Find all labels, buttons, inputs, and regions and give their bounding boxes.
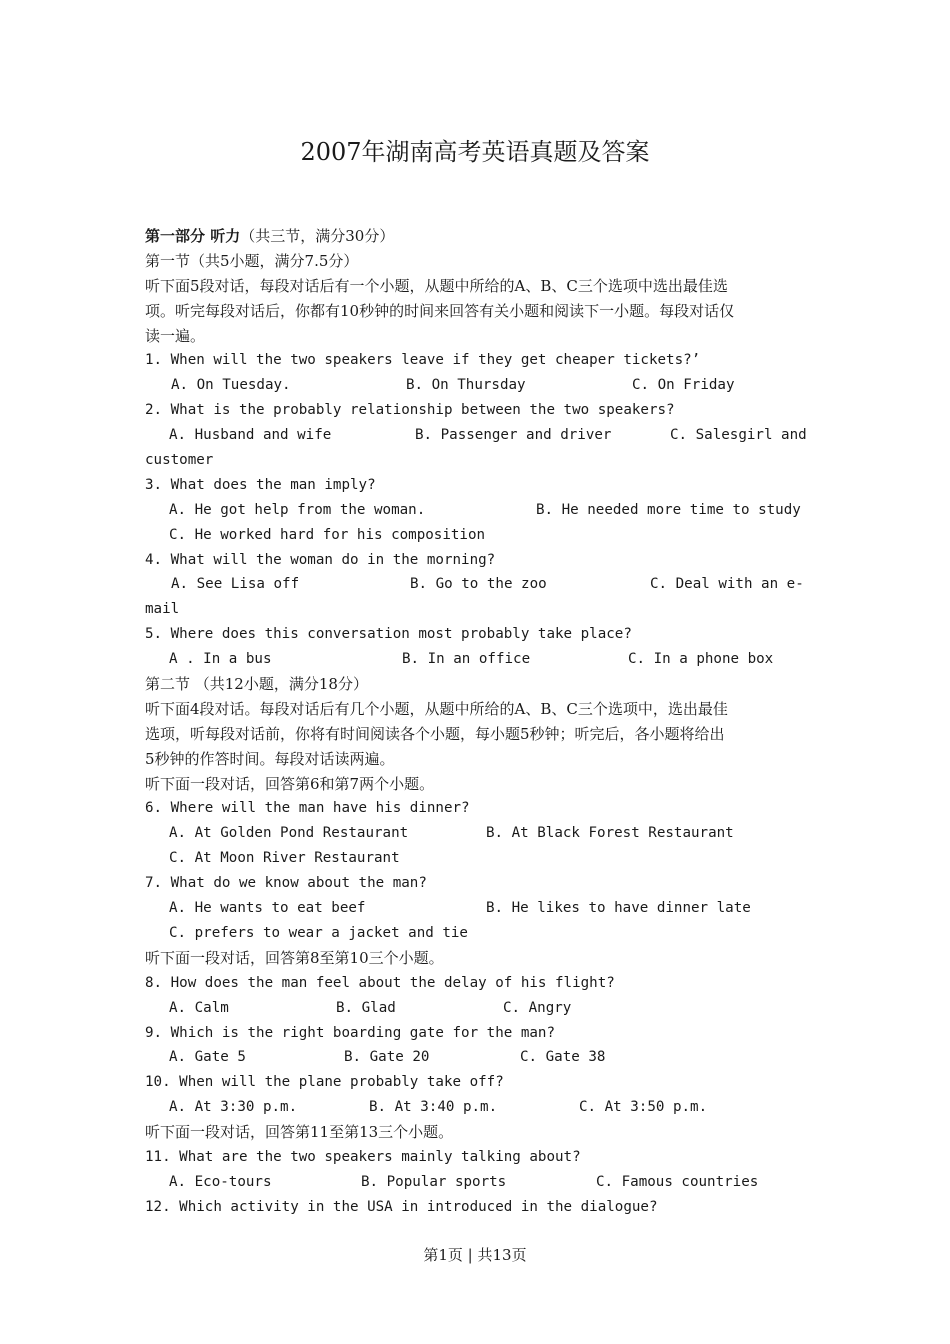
option-b: B. In an office	[402, 651, 531, 668]
question-3: 3. What does the man imply?	[145, 476, 376, 493]
question-2-option-continuation: customer	[145, 452, 214, 469]
question-9: 9. Which is the right boarding gate for the man?	[145, 1024, 555, 1041]
option-b: B. Glad	[336, 999, 396, 1016]
option-b: B. At Black Forest Restaurant	[486, 825, 734, 842]
option-c: C. Gate 38	[520, 1049, 606, 1066]
exam-content	[145, 224, 807, 1220]
option-b: B. He likes to have dinner late	[486, 900, 751, 917]
question-3-options	[145, 498, 807, 523]
section1-instruction-line: 项。听完每段对话后，你都有10秒钟的时间来回答有关小题和阅读下一小题。每段对话仅	[145, 301, 735, 320]
option-c: C. Angry	[503, 999, 572, 1016]
question-5: 5. Where does this conversation most probably take place?	[145, 626, 632, 643]
question-10-options	[145, 1095, 807, 1120]
question-12: 12. Which activity in the USA in introduced in the dialogue?	[145, 1198, 658, 1215]
question-4: 4. What will the woman do in the morning?	[145, 551, 496, 568]
question-4-option-continuation: mail	[145, 601, 180, 618]
question-7-options	[145, 896, 807, 921]
option-c: C. In a phone box	[628, 651, 774, 668]
dialogue-instruction: 听下面一段对话，回答第6和第7两个小题。	[145, 774, 435, 793]
question-7-option-c: C. prefers to wear a jacket and tie	[169, 924, 468, 941]
section1-instruction-line: 读一遍。	[145, 326, 206, 345]
page-title: 2007年湖南高考英语真题及答案	[300, 138, 650, 166]
part1-heading	[145, 224, 807, 249]
option-a: A. Husband and wife	[169, 427, 332, 444]
option-a: A. At Golden Pond Restaurant	[169, 825, 409, 842]
option-c: C. At 3:50 p.m.	[579, 1099, 708, 1116]
dialogue-instruction: 听下面一段对话，回答第11至第13三个小题。	[145, 1123, 454, 1142]
question-8: 8. How does the man feel about the delay of his flight?	[145, 974, 615, 991]
question-5-options	[145, 647, 807, 672]
question-11: 11. What are the two speakers mainly talking about?	[145, 1148, 581, 1165]
section1-heading: 第一节（共5小题，满分7.5分）	[145, 251, 359, 270]
option-a: A. At 3:30 p.m.	[169, 1099, 298, 1116]
option-a: A. He wants to eat beef	[169, 900, 366, 917]
question-1: 1. When will the two speakers leave if they get cheaper tickets?’	[145, 352, 701, 369]
option-b: B. Gate 20	[344, 1049, 430, 1066]
option-b: B. At 3:40 p.m.	[369, 1099, 498, 1116]
question-4-options	[145, 572, 807, 597]
option-a: A. See Lisa off	[171, 576, 300, 593]
question-1-options	[145, 373, 807, 398]
option-b: B. On Thursday	[406, 377, 526, 394]
option-a: A. On Tuesday.	[171, 377, 291, 394]
question-6: 6. Where will the man have his dinner?	[145, 800, 470, 817]
option-c: C. On Friday	[632, 377, 735, 394]
option-c: C. Famous countries	[596, 1173, 759, 1190]
option-a: A. He got help from the woman.	[169, 501, 426, 518]
section1-instruction-line: 听下面5段对话，每段对话后有一个小题，从题中所给的A、B、C三个选项中选出最佳选	[145, 276, 728, 295]
dialogue-instruction: 听下面一段对话，回答第8至第10三个小题。	[145, 948, 444, 967]
question-6-option-c: C. At Moon River Restaurant	[169, 850, 400, 867]
option-b: B. He needed more time to study	[536, 501, 801, 518]
option-a: A. Eco-tours	[169, 1173, 272, 1190]
option-a: A. Gate 5	[169, 1049, 246, 1066]
section2-instruction-line: 5秒钟的作答时间。每段对话读两遍。	[145, 749, 395, 768]
option-a: A . In a bus	[169, 651, 272, 668]
question-10: 10. When will the plane probably take off?	[145, 1074, 504, 1091]
section2-instruction-line: 听下面4段对话。每段对话后有几个小题，从题中所给的A、B、C三个选项中，选出最佳	[145, 699, 728, 718]
question-8-options	[145, 996, 807, 1021]
question-7: 7. What do we know about the man?	[145, 875, 427, 892]
part1-heading-rest: （共三节，满分30分）	[240, 227, 395, 245]
part1-heading-bold: 第一部分 听力	[145, 227, 241, 245]
section2-instruction-line: 选项，听每段对话前，你将有时间阅读各个小题，每小题5秒钟；听完后，各小题将给出	[145, 724, 725, 743]
question-6-options	[145, 821, 807, 846]
option-b: B. Go to the zoo	[410, 576, 547, 593]
option-b: B. Popular sports	[361, 1173, 507, 1190]
question-2-options	[145, 423, 807, 448]
question-2: 2. What is the probably relationship between the two speakers?	[145, 402, 675, 419]
option-c: C. Deal with an e-	[650, 576, 804, 593]
question-3-option-c: C. He worked hard for his composition	[169, 526, 486, 543]
section2-heading: 第二节 （共12小题，满分18分）	[145, 675, 368, 694]
option-c: C. Salesgirl and	[670, 427, 807, 444]
option-b: B. Passenger and driver	[415, 427, 612, 444]
question-11-options	[145, 1170, 807, 1195]
page-footer: 第1页 | 共13页	[423, 1246, 527, 1264]
option-a: A. Calm	[169, 999, 229, 1016]
question-9-options	[145, 1045, 807, 1070]
